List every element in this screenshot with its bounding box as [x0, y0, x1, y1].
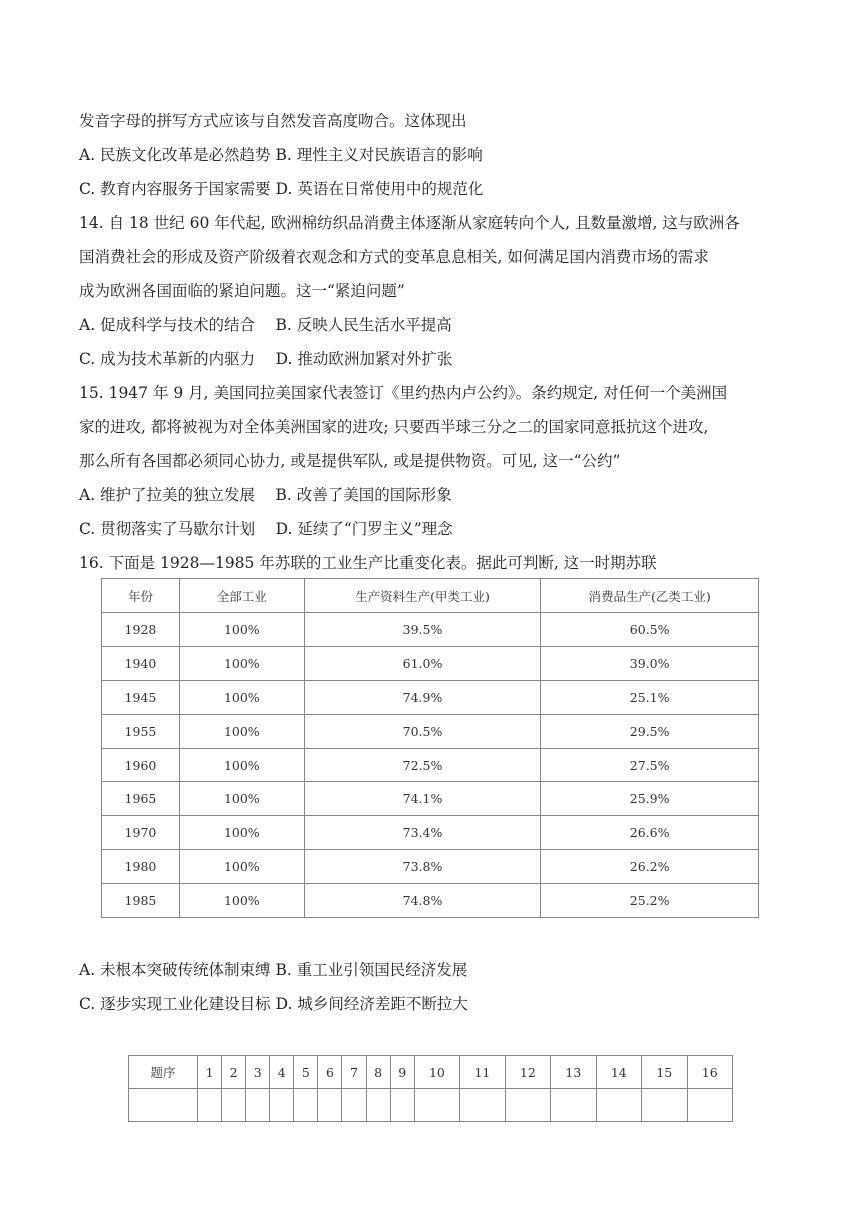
table-row [102, 884, 759, 918]
option-line-14-ab: A. 促成科学与技术的结合 B. 反映人民生活水平提高 [79, 316, 452, 334]
answer-grid [128, 1055, 733, 1122]
cell-year: 1980 [102, 850, 180, 884]
answer-number: 4 [270, 1056, 294, 1089]
answer-cell[interactable] [294, 1089, 318, 1122]
answer-number: 2 [222, 1056, 246, 1089]
option-line-13-cd: C. 教育内容服务于国家需要 D. 英语在日常使用中的规范化 [79, 180, 484, 198]
answer-number: 9 [390, 1056, 414, 1089]
answer-cell[interactable] [687, 1089, 732, 1122]
cell-producer: 61.0% [304, 646, 541, 680]
question-15-line-2: 家的进攻, 都将被视为对全体美洲国家的进攻; 只要西半球三分之二的国家同意抵抗这个进攻, [79, 418, 709, 436]
answer-number: 13 [551, 1056, 596, 1089]
question-15-line-3: 那么所有各国都必须同心协力, 或是提供军队, 或是提供物资。可见, 这一“公约” [79, 452, 621, 470]
header-producer-goods: 生产资料生产(甲类工业) [304, 579, 541, 613]
answer-number: 3 [246, 1056, 270, 1089]
cell-year: 1945 [102, 680, 180, 714]
cell-all: 100% [179, 782, 304, 816]
answer-number: 10 [414, 1056, 459, 1089]
cell-producer: 70.5% [304, 714, 541, 748]
table-row [102, 613, 759, 647]
cell-year: 1955 [102, 714, 180, 748]
answer-grid-label: 题序 [129, 1056, 198, 1089]
cell-all: 100% [179, 816, 304, 850]
answer-cell[interactable] [460, 1089, 505, 1122]
header-year: 年份 [102, 579, 180, 613]
table-row [102, 680, 759, 714]
table-row [102, 816, 759, 850]
option-line-15-cd: C. 贯彻落实了马歇尔计划 D. 延续了“门罗主义”理念 [79, 520, 453, 538]
question-16-line-1: 16. 下面是 1928—1985 年苏联的工业生产比重变化表。据此可判断, 这一时期苏联 [79, 554, 657, 572]
option-line-15-ab: A. 维护了拉美的独立发展 B. 改善了美国的国际形象 [79, 486, 452, 504]
cell-all: 100% [179, 680, 304, 714]
cell-producer: 74.9% [304, 680, 541, 714]
table-row [102, 782, 759, 816]
cell-consumer: 25.2% [541, 884, 759, 918]
answer-cell[interactable] [198, 1089, 222, 1122]
answer-number: 6 [318, 1056, 342, 1089]
cell-consumer: 39.0% [541, 646, 759, 680]
question-14-line-2: 国消费社会的形成及资产阶级着衣观念和方式的变革息息相关, 如何满足国内消费市场的需求 [79, 248, 709, 266]
cell-all: 100% [179, 613, 304, 647]
cell-all: 100% [179, 714, 304, 748]
answer-cell[interactable] [390, 1089, 414, 1122]
cell-year: 1970 [102, 816, 180, 850]
answer-number: 1 [198, 1056, 222, 1089]
cell-consumer: 25.9% [541, 782, 759, 816]
option-line-13-ab: A. 民族文化改革是必然趋势 B. 理性主义对民族语言的影响 [79, 146, 483, 164]
answer-cell[interactable] [318, 1089, 342, 1122]
answer-grid-row [129, 1056, 733, 1089]
answer-cell[interactable] [222, 1089, 246, 1122]
answer-cell[interactable] [505, 1089, 550, 1122]
answer-cell[interactable] [270, 1089, 294, 1122]
cell-consumer: 26.2% [541, 850, 759, 884]
industry-share-table [101, 578, 759, 918]
answer-cell[interactable] [642, 1089, 687, 1122]
answer-cell[interactable] [551, 1089, 596, 1122]
answer-number: 5 [294, 1056, 318, 1089]
cell-all: 100% [179, 748, 304, 782]
cell-consumer: 25.1% [541, 680, 759, 714]
option-line-16-ab: A. 未根本突破传统体制束缚 B. 重工业引领国民经济发展 [79, 961, 468, 979]
cell-consumer: 60.5% [541, 613, 759, 647]
cell-year: 1960 [102, 748, 180, 782]
table-row [102, 646, 759, 680]
question-14-line-1: 14. 自 18 世纪 60 年代起, 欧洲棉纺织品消费主体逐渐从家庭转向个人, 且数量激增, 这与欧洲各 [79, 214, 740, 232]
cell-producer: 74.1% [304, 782, 541, 816]
answer-cell[interactable] [414, 1089, 459, 1122]
option-line-16-cd: C. 逐步实现工业化建设目标 D. 城乡间经济差距不断拉大 [79, 995, 468, 1013]
answer-number: 7 [342, 1056, 366, 1089]
answer-grid-blank-label [129, 1089, 198, 1122]
cell-consumer: 27.5% [541, 748, 759, 782]
answer-number: 14 [596, 1056, 641, 1089]
question-15-line-1: 15. 1947 年 9 月, 美国同拉美国家代表签订《里约热内卢公约》。条约规定, 对任何一个美洲国 [79, 384, 728, 402]
cell-year: 1940 [102, 646, 180, 680]
table-header-row [102, 579, 759, 613]
cell-producer: 73.4% [304, 816, 541, 850]
cell-year: 1985 [102, 884, 180, 918]
answer-cell[interactable] [246, 1089, 270, 1122]
answer-number: 15 [642, 1056, 687, 1089]
answer-cell[interactable] [342, 1089, 366, 1122]
answer-number: 8 [366, 1056, 390, 1089]
cell-all: 100% [179, 850, 304, 884]
answer-number: 16 [687, 1056, 732, 1089]
cell-all: 100% [179, 884, 304, 918]
table-row [102, 850, 759, 884]
cell-producer: 73.8% [304, 850, 541, 884]
cell-year: 1928 [102, 613, 180, 647]
question-14-line-3: 成为欧洲各国面临的紧迫问题。这一“紧迫问题” [79, 282, 405, 300]
cell-consumer: 26.6% [541, 816, 759, 850]
cell-producer: 74.8% [304, 884, 541, 918]
cell-consumer: 29.5% [541, 714, 759, 748]
answer-cell[interactable] [596, 1089, 641, 1122]
answer-cell[interactable] [366, 1089, 390, 1122]
text-line-1: 发音字母的拼写方式应该与自然发音高度吻合。这体现出 [79, 112, 467, 130]
header-all-industry: 全部工业 [179, 579, 304, 613]
cell-producer: 72.5% [304, 748, 541, 782]
cell-year: 1965 [102, 782, 180, 816]
table-row [102, 748, 759, 782]
option-line-14-cd: C. 成为技术革新的内驱力 D. 推动欧洲加紧对外扩张 [79, 350, 453, 368]
cell-all: 100% [179, 646, 304, 680]
answer-number: 12 [505, 1056, 550, 1089]
header-consumer-goods: 消费品生产(乙类工业) [541, 579, 759, 613]
cell-producer: 39.5% [304, 613, 541, 647]
answer-grid-row [129, 1089, 733, 1122]
table-row [102, 714, 759, 748]
answer-number: 11 [460, 1056, 505, 1089]
